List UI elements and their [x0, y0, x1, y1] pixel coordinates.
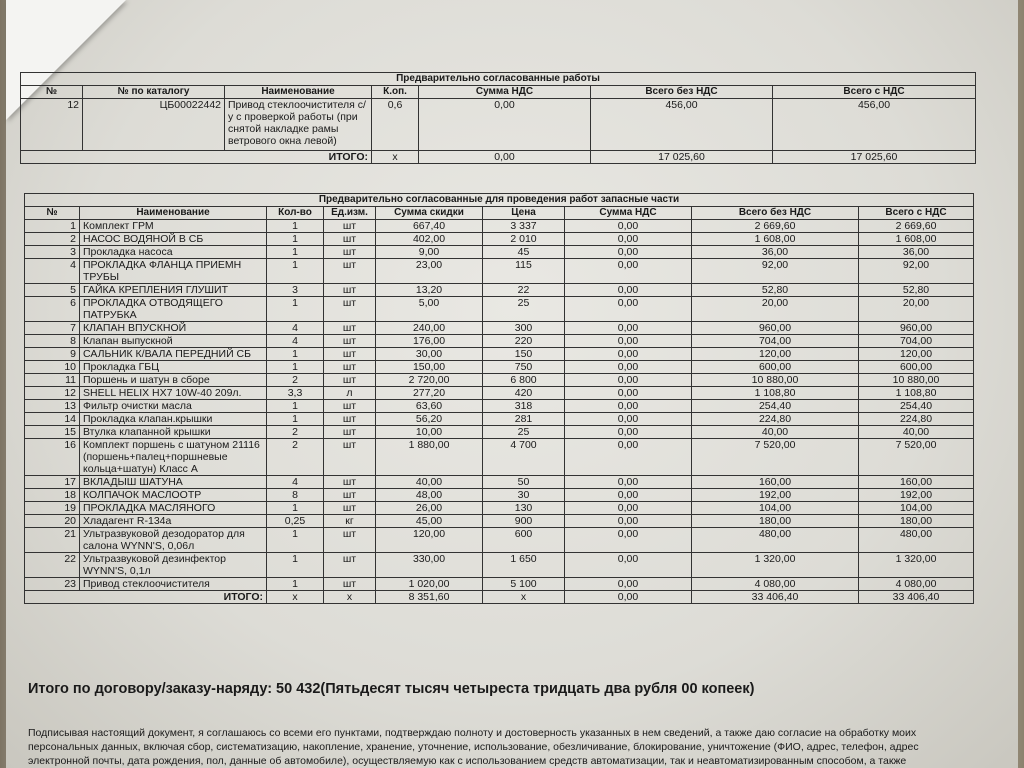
parts-row-price: 22 — [483, 284, 565, 297]
parts-row-qty: 1 — [267, 233, 324, 246]
table-row — [25, 322, 974, 335]
parts-row-name: НАСОС ВОДЯНОЙ В СБ — [80, 233, 267, 246]
parts-row-vat: 0,00 — [565, 374, 692, 387]
parts-row-qty: 2 — [267, 426, 324, 439]
table-row — [25, 439, 974, 476]
parts-row-n: 15 — [25, 426, 80, 439]
parts-row-net: 160,00 — [692, 476, 859, 489]
parts-row-unit: шт — [324, 374, 376, 387]
parts-row-n: 6 — [25, 297, 80, 322]
agreed-works-table — [20, 72, 976, 164]
parts-row-gross: 10 880,00 — [859, 374, 974, 387]
works-row-n: 12 — [21, 99, 83, 151]
parts-row-vat: 0,00 — [565, 387, 692, 400]
parts-row-name: ВКЛАДЫШ ШАТУНА — [80, 476, 267, 489]
parts-row-gross: 52,80 — [859, 284, 974, 297]
parts-row-price: 25 — [483, 297, 565, 322]
parts-row-qty: 2 — [267, 374, 324, 387]
parts-row-name: Фильтр очистки масла — [80, 400, 267, 413]
parts-row-gross: 104,00 — [859, 502, 974, 515]
parts-row-gross: 7 520,00 — [859, 439, 974, 476]
parts-row-unit: шт — [324, 246, 376, 259]
parts-row-n: 9 — [25, 348, 80, 361]
parts-row-vat: 0,00 — [565, 361, 692, 374]
parts-row-n: 17 — [25, 476, 80, 489]
parts-row-vat: 0,00 — [565, 348, 692, 361]
parts-row-discount: 1 880,00 — [376, 439, 483, 476]
parts-row-discount: 45,00 — [376, 515, 483, 528]
parts-row-qty: 4 — [267, 335, 324, 348]
parts-row-discount: 26,00 — [376, 502, 483, 515]
parts-row-vat: 0,00 — [565, 502, 692, 515]
parts-row-price: 4 700 — [483, 439, 565, 476]
parts-row-net: 1 608,00 — [692, 233, 859, 246]
parts-row-n: 18 — [25, 489, 80, 502]
parts-row-qty: 4 — [267, 322, 324, 335]
parts-row-n: 19 — [25, 502, 80, 515]
parts-row-qty: 1 — [267, 297, 324, 322]
parts-row-qty: 1 — [267, 502, 324, 515]
parts-row-price: 130 — [483, 502, 565, 515]
parts-row-price: 50 — [483, 476, 565, 489]
parts-row-name: Клапан выпускной — [80, 335, 267, 348]
parts-row-vat: 0,00 — [565, 413, 692, 426]
parts-row-n: 11 — [25, 374, 80, 387]
parts-row-qty: 1 — [267, 220, 324, 233]
parts-row-name: Хладагент R-134a — [80, 515, 267, 528]
parts-row-net: 600,00 — [692, 361, 859, 374]
parts-row-gross: 704,00 — [859, 335, 974, 348]
parts-row-name: Ультразвуковой дезодоратор для салона WYNN'S, 0,06л — [80, 528, 267, 553]
parts-row-discount: 176,00 — [376, 335, 483, 348]
works-row-gross: 456,00 — [773, 99, 976, 151]
parts-row-unit: шт — [324, 476, 376, 489]
works-col-vat: Сумма НДС — [419, 86, 591, 99]
table-row — [25, 553, 974, 578]
grand-total: Итого по договору/заказу-наряду: 50 432(Пятьдесят тысяч четыреста тридцать два рубля 00 копеек) — [28, 681, 755, 697]
parts-row-n: 1 — [25, 220, 80, 233]
parts-row-n: 2 — [25, 233, 80, 246]
parts-header-row — [25, 207, 974, 220]
parts-row-vat: 0,00 — [565, 528, 692, 553]
table-row — [25, 413, 974, 426]
parts-row-gross: 2 669,60 — [859, 220, 974, 233]
parts-row-price: 2 010 — [483, 233, 565, 246]
parts-row-price: 1 650 — [483, 553, 565, 578]
parts-row-name: Комплект поршень с шатуном 21116 (поршень+палец+поршневые кольца+шатун) Класс А — [80, 439, 267, 476]
parts-row-vat: 0,00 — [565, 553, 692, 578]
parts-total-unit: х — [324, 591, 376, 604]
parts-row-gross: 192,00 — [859, 489, 974, 502]
parts-caption: Предварительно согласованные для проведения работ запасные части — [25, 194, 974, 207]
parts-row-price: 281 — [483, 413, 565, 426]
parts-row-gross: 120,00 — [859, 348, 974, 361]
parts-row-price: 600 — [483, 528, 565, 553]
parts-row-qty: 1 — [267, 361, 324, 374]
parts-row-n: 3 — [25, 246, 80, 259]
parts-row-unit: шт — [324, 578, 376, 591]
parts-row-qty: 0,25 — [267, 515, 324, 528]
parts-row-gross: 180,00 — [859, 515, 974, 528]
parts-row-qty: 1 — [267, 578, 324, 591]
parts-row-vat: 0,00 — [565, 284, 692, 297]
table-row — [25, 502, 974, 515]
parts-row-net: 180,00 — [692, 515, 859, 528]
parts-row-vat: 0,00 — [565, 426, 692, 439]
parts-col-discount: Сумма скидки — [376, 207, 483, 220]
parts-row-name: Привод стеклоочистителя — [80, 578, 267, 591]
parts-row-net: 1 320,00 — [692, 553, 859, 578]
parts-row-unit: шт — [324, 489, 376, 502]
table-row — [25, 387, 974, 400]
parts-row-n: 4 — [25, 259, 80, 284]
parts-row-unit: шт — [324, 553, 376, 578]
parts-row-unit: шт — [324, 348, 376, 361]
parts-row-qty: 3,3 — [267, 387, 324, 400]
parts-row-net: 192,00 — [692, 489, 859, 502]
parts-row-n: 10 — [25, 361, 80, 374]
parts-row-price: 750 — [483, 361, 565, 374]
parts-row-unit: шт — [324, 259, 376, 284]
parts-row-discount: 40,00 — [376, 476, 483, 489]
parts-row-vat: 0,00 — [565, 259, 692, 284]
parts-row-name: ГАЙКА КРЕПЛЕНИЯ ГЛУШИТ — [80, 284, 267, 297]
works-row-qty: 0,6 — [372, 99, 419, 151]
parts-row-name: Прокладка клапан.крышки — [80, 413, 267, 426]
parts-total-label: ИТОГО: — [25, 591, 267, 604]
parts-row-n: 20 — [25, 515, 80, 528]
consent-line: персональных данных, включая сбор, систематизацию, накопление, хранение, уточнение, использование, обезличивание, блокирование, уничтожение (ФИО, адрес, телефон, адрес — [28, 741, 919, 753]
parts-row-qty: 3 — [267, 284, 324, 297]
parts-row-unit: шт — [324, 297, 376, 322]
parts-row-net: 1 108,80 — [692, 387, 859, 400]
works-col-catalog: № по каталогу — [83, 86, 225, 99]
parts-row-unit: шт — [324, 361, 376, 374]
parts-row-unit: шт — [324, 400, 376, 413]
parts-row-unit: шт — [324, 233, 376, 246]
works-total-net: 17 025,60 — [591, 151, 773, 164]
parts-row-unit: шт — [324, 502, 376, 515]
parts-row-net: 4 080,00 — [692, 578, 859, 591]
parts-row-discount: 9,00 — [376, 246, 483, 259]
parts-row-gross: 224,80 — [859, 413, 974, 426]
parts-row-n: 16 — [25, 439, 80, 476]
table-row — [25, 476, 974, 489]
parts-row-price: 45 — [483, 246, 565, 259]
parts-row-discount: 56,20 — [376, 413, 483, 426]
parts-row-name: Поршень и шатун в сборе — [80, 374, 267, 387]
parts-row-price: 150 — [483, 348, 565, 361]
table-row — [25, 400, 974, 413]
parts-total-price: х — [483, 591, 565, 604]
parts-row-name: ПРОКЛАДКА ФЛАНЦА ПРИЕМН ТРУБЫ — [80, 259, 267, 284]
parts-row-discount: 1 020,00 — [376, 578, 483, 591]
parts-row-net: 224,80 — [692, 413, 859, 426]
parts-row-net: 120,00 — [692, 348, 859, 361]
parts-row-discount: 13,20 — [376, 284, 483, 297]
parts-row-unit: шт — [324, 284, 376, 297]
parts-row-qty: 1 — [267, 528, 324, 553]
parts-row-name: Ультразвуковой дезинфектор WYNN'S, 0,1л — [80, 553, 267, 578]
parts-row-unit: шт — [324, 528, 376, 553]
table-row — [25, 259, 974, 284]
parts-row-gross: 1 108,80 — [859, 387, 974, 400]
table-row — [25, 335, 974, 348]
parts-total-qty: х — [267, 591, 324, 604]
parts-row-vat: 0,00 — [565, 297, 692, 322]
parts-row-gross: 92,00 — [859, 259, 974, 284]
works-caption: Предварительно согласованные работы — [21, 73, 976, 86]
parts-row-unit: шт — [324, 220, 376, 233]
parts-row-net: 92,00 — [692, 259, 859, 284]
parts-row-discount: 667,40 — [376, 220, 483, 233]
parts-row-qty: 1 — [267, 348, 324, 361]
parts-row-vat: 0,00 — [565, 400, 692, 413]
parts-total-vat: 0,00 — [565, 591, 692, 604]
parts-row-unit: кг — [324, 515, 376, 528]
parts-row-vat: 0,00 — [565, 489, 692, 502]
parts-row-net: 2 669,60 — [692, 220, 859, 233]
parts-row-qty: 2 — [267, 439, 324, 476]
works-col-qty: К.оп. — [372, 86, 419, 99]
parts-row-discount: 63,60 — [376, 400, 483, 413]
parts-row-discount: 150,00 — [376, 361, 483, 374]
parts-row-net: 7 520,00 — [692, 439, 859, 476]
parts-total-net: 33 406,40 — [692, 591, 859, 604]
table-row — [25, 426, 974, 439]
parts-row-price: 5 100 — [483, 578, 565, 591]
works-row-catalog: ЦБ00022442 — [83, 99, 225, 151]
parts-row-name: САЛЬНИК К/ВАЛА ПЕРЕДНИЙ СБ — [80, 348, 267, 361]
parts-row-vat: 0,00 — [565, 335, 692, 348]
parts-row-unit: шт — [324, 426, 376, 439]
works-col-gross: Всего с НДС — [773, 86, 976, 99]
consent-line: Подписывая настоящий документ, я соглашаюсь со всеми его пунктами, подтверждаю полноту и достоверность указанных в нем сведений, а также даю согласие на обработку моих — [28, 727, 917, 739]
works-col-n: № — [21, 86, 83, 99]
table-row — [25, 578, 974, 591]
table-row — [25, 374, 974, 387]
parts-row-net: 704,00 — [692, 335, 859, 348]
table-row — [25, 361, 974, 374]
parts-row-gross: 40,00 — [859, 426, 974, 439]
parts-row-name: ПРОКЛАДКА ОТВОДЯЩЕГО ПАТРУБКА — [80, 297, 267, 322]
parts-row-unit: л — [324, 387, 376, 400]
parts-row-price: 220 — [483, 335, 565, 348]
works-row-net: 456,00 — [591, 99, 773, 151]
parts-row-qty: 1 — [267, 553, 324, 578]
parts-row-vat: 0,00 — [565, 515, 692, 528]
works-col-name: Наименование — [225, 86, 372, 99]
parts-row-discount: 277,20 — [376, 387, 483, 400]
parts-row-qty: 1 — [267, 400, 324, 413]
works-total-vat: 0,00 — [419, 151, 591, 164]
table-row — [25, 220, 974, 233]
parts-row-n: 22 — [25, 553, 80, 578]
parts-row-price: 3 337 — [483, 220, 565, 233]
table-row — [25, 233, 974, 246]
parts-row-n: 13 — [25, 400, 80, 413]
parts-row-net: 254,40 — [692, 400, 859, 413]
parts-row-net: 52,80 — [692, 284, 859, 297]
parts-row-discount: 240,00 — [376, 322, 483, 335]
parts-row-price: 115 — [483, 259, 565, 284]
parts-row-discount: 23,00 — [376, 259, 483, 284]
parts-row-price: 420 — [483, 387, 565, 400]
parts-col-name: Наименование — [80, 207, 267, 220]
parts-row-discount: 10,00 — [376, 426, 483, 439]
parts-row-n: 14 — [25, 413, 80, 426]
parts-row-gross: 1 608,00 — [859, 233, 974, 246]
parts-row-discount: 48,00 — [376, 489, 483, 502]
works-row-name: Привод стеклоочистителя с/у с проверкой работы (при снятой накладке рамы ветрового окна левой) — [225, 99, 372, 151]
parts-total-gross: 33 406,40 — [859, 591, 974, 604]
parts-row-name: КЛАПАН ВПУСКНОЙ — [80, 322, 267, 335]
parts-row-net: 40,00 — [692, 426, 859, 439]
consent-line: электронной почты, дата рождения, пол, данные об автомобиле), осуществляемую как с использованием средств автоматизации, так и неавтоматизированным способом, а также — [28, 755, 907, 767]
parts-row-name: Прокладка насоса — [80, 246, 267, 259]
parts-row-vat: 0,00 — [565, 578, 692, 591]
parts-row-gross: 960,00 — [859, 322, 974, 335]
spare-parts-table — [24, 193, 974, 604]
parts-row-unit: шт — [324, 335, 376, 348]
parts-row-name: Втулка клапанной крышки — [80, 426, 267, 439]
parts-row-n: 5 — [25, 284, 80, 297]
parts-row-qty: 1 — [267, 413, 324, 426]
parts-row-name: Комплект ГРМ — [80, 220, 267, 233]
parts-row-vat: 0,00 — [565, 233, 692, 246]
table-row — [25, 348, 974, 361]
table-row — [25, 528, 974, 553]
parts-row-n: 7 — [25, 322, 80, 335]
works-row-vat: 0,00 — [419, 99, 591, 151]
parts-row-price: 6 800 — [483, 374, 565, 387]
parts-row-discount: 5,00 — [376, 297, 483, 322]
parts-row-gross: 4 080,00 — [859, 578, 974, 591]
parts-row-net: 480,00 — [692, 528, 859, 553]
parts-total-discount: 8 351,60 — [376, 591, 483, 604]
parts-row-price: 25 — [483, 426, 565, 439]
parts-col-n: № — [25, 207, 80, 220]
parts-col-net: Всего без НДС — [692, 207, 859, 220]
parts-row-net: 20,00 — [692, 297, 859, 322]
parts-row-qty: 1 — [267, 246, 324, 259]
parts-row-unit: шт — [324, 322, 376, 335]
parts-row-discount: 2 720,00 — [376, 374, 483, 387]
table-row — [25, 284, 974, 297]
parts-row-vat: 0,00 — [565, 322, 692, 335]
parts-row-qty: 1 — [267, 259, 324, 284]
parts-col-gross: Всего с НДС — [859, 207, 974, 220]
parts-row-discount: 120,00 — [376, 528, 483, 553]
parts-row-gross: 600,00 — [859, 361, 974, 374]
parts-row-price: 30 — [483, 489, 565, 502]
parts-row-gross: 1 320,00 — [859, 553, 974, 578]
parts-row-n: 8 — [25, 335, 80, 348]
parts-row-gross: 20,00 — [859, 297, 974, 322]
parts-row-unit: шт — [324, 413, 376, 426]
works-col-net: Всего без НДС — [591, 86, 773, 99]
parts-row-gross: 160,00 — [859, 476, 974, 489]
parts-row-qty: 4 — [267, 476, 324, 489]
parts-row-name: Прокладка ГБЦ — [80, 361, 267, 374]
parts-row-net: 36,00 — [692, 246, 859, 259]
parts-row-price: 300 — [483, 322, 565, 335]
consent-text — [28, 726, 988, 768]
parts-row-discount: 330,00 — [376, 553, 483, 578]
parts-row-unit: шт — [324, 439, 376, 476]
parts-row-price: 900 — [483, 515, 565, 528]
table-row — [21, 99, 976, 151]
parts-row-discount: 30,00 — [376, 348, 483, 361]
parts-col-qty: Кол-во — [267, 207, 324, 220]
parts-row-vat: 0,00 — [565, 246, 692, 259]
parts-row-net: 960,00 — [692, 322, 859, 335]
parts-row-vat: 0,00 — [565, 439, 692, 476]
parts-row-gross: 254,40 — [859, 400, 974, 413]
parts-row-n: 23 — [25, 578, 80, 591]
works-total-label: ИТОГО: — [21, 151, 372, 164]
parts-row-qty: 8 — [267, 489, 324, 502]
parts-row-vat: 0,00 — [565, 220, 692, 233]
works-total-row — [21, 151, 976, 164]
parts-row-name: КОЛПАЧОК МАСЛООТР — [80, 489, 267, 502]
table-row — [25, 297, 974, 322]
table-row — [25, 489, 974, 502]
parts-row-n: 12 — [25, 387, 80, 400]
parts-row-net: 10 880,00 — [692, 374, 859, 387]
works-total-qty: х — [372, 151, 419, 164]
parts-row-gross: 480,00 — [859, 528, 974, 553]
table-row — [25, 246, 974, 259]
parts-row-name: ПРОКЛАДКА МАСЛЯНОГО — [80, 502, 267, 515]
parts-total-row — [25, 591, 974, 604]
parts-row-vat: 0,00 — [565, 476, 692, 489]
parts-row-name: SHELL HELIX HX7 10W-40 209л. — [80, 387, 267, 400]
works-total-gross: 17 025,60 — [773, 151, 976, 164]
parts-col-unit: Ед.изм. — [324, 207, 376, 220]
parts-row-net: 104,00 — [692, 502, 859, 515]
parts-row-price: 318 — [483, 400, 565, 413]
parts-row-gross: 36,00 — [859, 246, 974, 259]
parts-row-n: 21 — [25, 528, 80, 553]
parts-col-vat: Сумма НДС — [565, 207, 692, 220]
parts-col-price: Цена — [483, 207, 565, 220]
parts-row-discount: 402,00 — [376, 233, 483, 246]
table-row — [25, 515, 974, 528]
works-header-row — [21, 86, 976, 99]
